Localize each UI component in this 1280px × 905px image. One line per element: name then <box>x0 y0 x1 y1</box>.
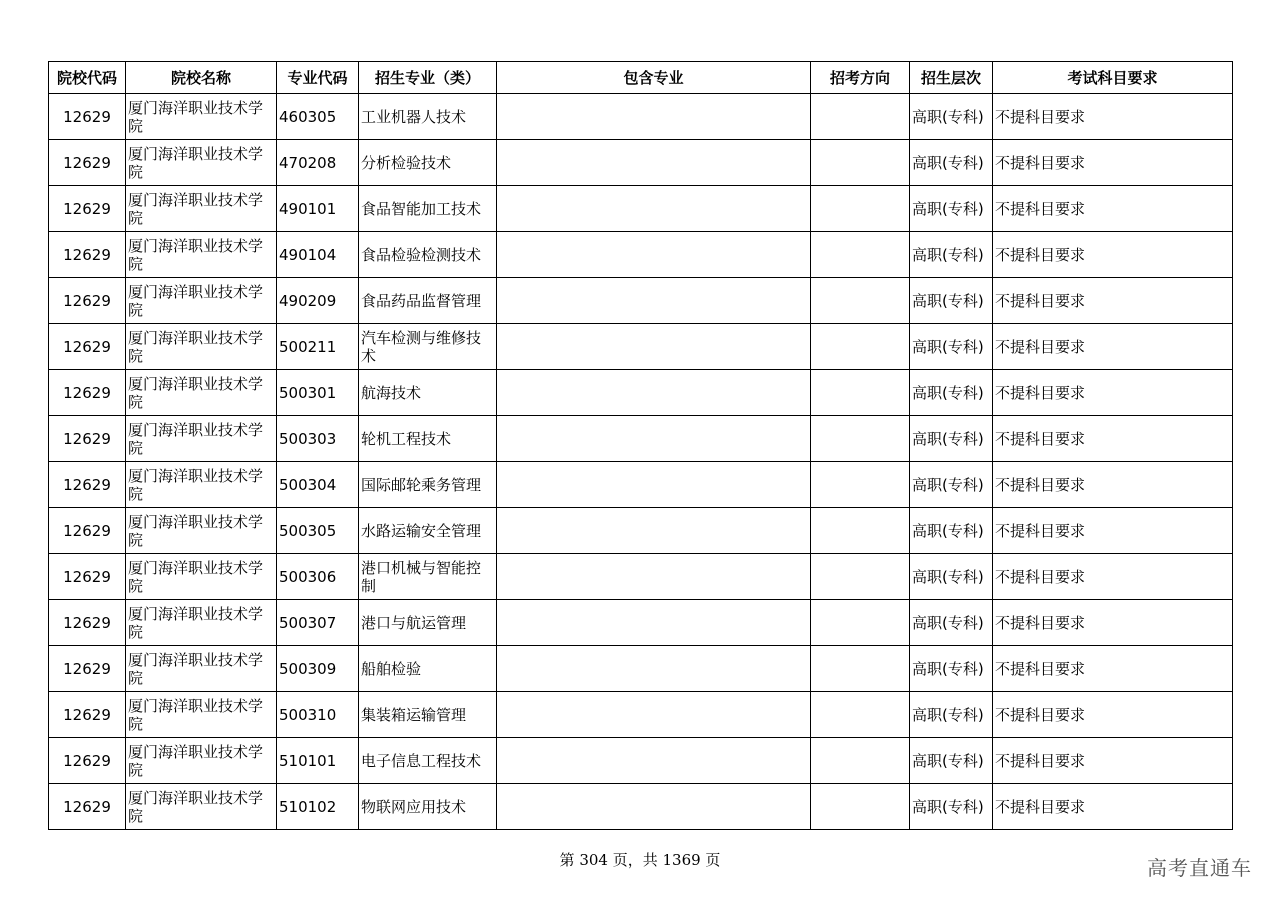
cell-school-name: 厦门海洋职业技术学院 <box>126 738 277 784</box>
cell-requirement: 不提科目要求 <box>993 600 1233 646</box>
cell-requirement: 不提科目要求 <box>993 232 1233 278</box>
cell-school-code: 12629 <box>49 186 126 232</box>
cell-school-code: 12629 <box>49 94 126 140</box>
table-row <box>49 508 1233 554</box>
cell-major: 食品智能加工技术 <box>359 186 497 232</box>
header-school-code: 院校代码 <box>49 62 126 94</box>
cell-included-majors <box>497 692 811 738</box>
cell-requirement: 不提科目要求 <box>993 416 1233 462</box>
cell-level: 高职(专科) <box>910 232 993 278</box>
cell-major: 港口机械与智能控制 <box>359 554 497 600</box>
cell-major-code: 500303 <box>277 416 359 462</box>
table-row <box>49 278 1233 324</box>
cell-direction <box>811 94 910 140</box>
cell-direction <box>811 692 910 738</box>
cell-included-majors <box>497 784 811 830</box>
cell-level: 高职(专科) <box>910 140 993 186</box>
table-row <box>49 554 1233 600</box>
cell-school-name: 厦门海洋职业技术学院 <box>126 416 277 462</box>
cell-school-code: 12629 <box>49 646 126 692</box>
header-major: 招生专业（类） <box>359 62 497 94</box>
table-row <box>49 600 1233 646</box>
header-direction: 招考方向 <box>811 62 910 94</box>
cell-direction <box>811 508 910 554</box>
cell-school-code: 12629 <box>49 554 126 600</box>
cell-major: 分析检验技术 <box>359 140 497 186</box>
cell-direction <box>811 416 910 462</box>
cell-school-code: 12629 <box>49 508 126 554</box>
cell-major: 航海技术 <box>359 370 497 416</box>
cell-major: 物联网应用技术 <box>359 784 497 830</box>
cell-included-majors <box>497 462 811 508</box>
table-row <box>49 186 1233 232</box>
cell-level: 高职(专科) <box>910 600 993 646</box>
cell-major-code: 490101 <box>277 186 359 232</box>
cell-major: 食品检验检测技术 <box>359 232 497 278</box>
cell-school-name: 厦门海洋职业技术学院 <box>126 508 277 554</box>
table-row <box>49 462 1233 508</box>
cell-school-code: 12629 <box>49 232 126 278</box>
header-school-name: 院校名称 <box>126 62 277 94</box>
cell-included-majors <box>497 554 811 600</box>
cell-school-name: 厦门海洋职业技术学院 <box>126 140 277 186</box>
cell-level: 高职(专科) <box>910 94 993 140</box>
cell-included-majors <box>497 186 811 232</box>
cell-direction <box>811 140 910 186</box>
cell-school-code: 12629 <box>49 738 126 784</box>
cell-direction <box>811 370 910 416</box>
cell-direction <box>811 646 910 692</box>
cell-major: 港口与航运管理 <box>359 600 497 646</box>
cell-major-code: 510102 <box>277 784 359 830</box>
cell-requirement: 不提科目要求 <box>993 738 1233 784</box>
cell-school-code: 12629 <box>49 692 126 738</box>
cell-major-code: 460305 <box>277 94 359 140</box>
cell-direction <box>811 600 910 646</box>
cell-major: 食品药品监督管理 <box>359 278 497 324</box>
header-included-majors: 包含专业 <box>497 62 811 94</box>
cell-level: 高职(专科) <box>910 186 993 232</box>
watermark-logo: 高考直通车 <box>1147 856 1252 880</box>
cell-major-code: 500305 <box>277 508 359 554</box>
cell-school-code: 12629 <box>49 416 126 462</box>
header-major-code: 专业代码 <box>277 62 359 94</box>
cell-major: 轮机工程技术 <box>359 416 497 462</box>
cell-school-name: 厦门海洋职业技术学院 <box>126 462 277 508</box>
cell-direction <box>811 232 910 278</box>
cell-school-name: 厦门海洋职业技术学院 <box>126 554 277 600</box>
cell-included-majors <box>497 94 811 140</box>
table-row <box>49 232 1233 278</box>
cell-school-name: 厦门海洋职业技术学院 <box>126 784 277 830</box>
cell-direction <box>811 784 910 830</box>
cell-requirement: 不提科目要求 <box>993 324 1233 370</box>
cell-included-majors <box>497 646 811 692</box>
table-row <box>49 140 1233 186</box>
header-row <box>49 62 1233 94</box>
cell-requirement: 不提科目要求 <box>993 462 1233 508</box>
cell-school-code: 12629 <box>49 324 126 370</box>
table-row <box>49 324 1233 370</box>
table-row <box>49 784 1233 830</box>
cell-included-majors <box>497 738 811 784</box>
cell-school-name: 厦门海洋职业技术学院 <box>126 692 277 738</box>
cell-level: 高职(专科) <box>910 554 993 600</box>
cell-included-majors <box>497 370 811 416</box>
cell-school-code: 12629 <box>49 278 126 324</box>
page-number: 第 304 页，共 1369 页 <box>559 851 721 869</box>
cell-major-code: 500304 <box>277 462 359 508</box>
cell-major-code: 500307 <box>277 600 359 646</box>
cell-major: 工业机器人技术 <box>359 94 497 140</box>
cell-level: 高职(专科) <box>910 508 993 554</box>
cell-level: 高职(专科) <box>910 462 993 508</box>
cell-major-code: 510101 <box>277 738 359 784</box>
cell-included-majors <box>497 508 811 554</box>
cell-major: 国际邮轮乘务管理 <box>359 462 497 508</box>
cell-major-code: 500211 <box>277 324 359 370</box>
cell-major: 电子信息工程技术 <box>359 738 497 784</box>
table-row <box>49 370 1233 416</box>
table-row <box>49 646 1233 692</box>
cell-included-majors <box>497 232 811 278</box>
cell-major-code: 500306 <box>277 554 359 600</box>
cell-included-majors <box>497 324 811 370</box>
cell-direction <box>811 324 910 370</box>
cell-requirement: 不提科目要求 <box>993 554 1233 600</box>
cell-major-code: 500309 <box>277 646 359 692</box>
table-row <box>49 738 1233 784</box>
cell-school-name: 厦门海洋职业技术学院 <box>126 278 277 324</box>
cell-requirement: 不提科目要求 <box>993 508 1233 554</box>
cell-school-name: 厦门海洋职业技术学院 <box>126 94 277 140</box>
cell-major-code: 500310 <box>277 692 359 738</box>
cell-major: 集装箱运输管理 <box>359 692 497 738</box>
cell-school-name: 厦门海洋职业技术学院 <box>126 232 277 278</box>
cell-major: 船舶检验 <box>359 646 497 692</box>
table-row <box>49 94 1233 140</box>
admissions-table <box>48 61 1233 830</box>
cell-requirement: 不提科目要求 <box>993 94 1233 140</box>
header-level: 招生层次 <box>910 62 993 94</box>
cell-direction <box>811 278 910 324</box>
cell-level: 高职(专科) <box>910 784 993 830</box>
cell-major-code: 490104 <box>277 232 359 278</box>
cell-direction <box>811 738 910 784</box>
cell-school-code: 12629 <box>49 600 126 646</box>
cell-major-code: 500301 <box>277 370 359 416</box>
cell-school-code: 12629 <box>49 370 126 416</box>
cell-direction <box>811 462 910 508</box>
cell-major: 水路运输安全管理 <box>359 508 497 554</box>
cell-requirement: 不提科目要求 <box>993 784 1233 830</box>
table-row <box>49 416 1233 462</box>
cell-level: 高职(专科) <box>910 324 993 370</box>
cell-school-name: 厦门海洋职业技术学院 <box>126 600 277 646</box>
cell-direction <box>811 186 910 232</box>
cell-level: 高职(专科) <box>910 278 993 324</box>
cell-major-code: 490209 <box>277 278 359 324</box>
cell-school-name: 厦门海洋职业技术学院 <box>126 646 277 692</box>
cell-level: 高职(专科) <box>910 738 993 784</box>
cell-level: 高职(专科) <box>910 416 993 462</box>
cell-requirement: 不提科目要求 <box>993 140 1233 186</box>
cell-requirement: 不提科目要求 <box>993 692 1233 738</box>
cell-school-code: 12629 <box>49 784 126 830</box>
cell-school-code: 12629 <box>49 462 126 508</box>
table-row <box>49 692 1233 738</box>
cell-requirement: 不提科目要求 <box>993 646 1233 692</box>
cell-included-majors <box>497 278 811 324</box>
cell-level: 高职(专科) <box>910 370 993 416</box>
cell-direction <box>811 554 910 600</box>
cell-included-majors <box>497 140 811 186</box>
cell-requirement: 不提科目要求 <box>993 278 1233 324</box>
cell-level: 高职(专科) <box>910 646 993 692</box>
cell-requirement: 不提科目要求 <box>993 370 1233 416</box>
cell-requirement: 不提科目要求 <box>993 186 1233 232</box>
cell-major-code: 470208 <box>277 140 359 186</box>
cell-included-majors <box>497 416 811 462</box>
cell-level: 高职(专科) <box>910 692 993 738</box>
cell-included-majors <box>497 600 811 646</box>
cell-major: 汽车检测与维修技术 <box>359 324 497 370</box>
cell-school-name: 厦门海洋职业技术学院 <box>126 324 277 370</box>
header-requirement: 考试科目要求 <box>993 62 1233 94</box>
cell-school-code: 12629 <box>49 140 126 186</box>
cell-school-name: 厦门海洋职业技术学院 <box>126 186 277 232</box>
cell-school-name: 厦门海洋职业技术学院 <box>126 370 277 416</box>
